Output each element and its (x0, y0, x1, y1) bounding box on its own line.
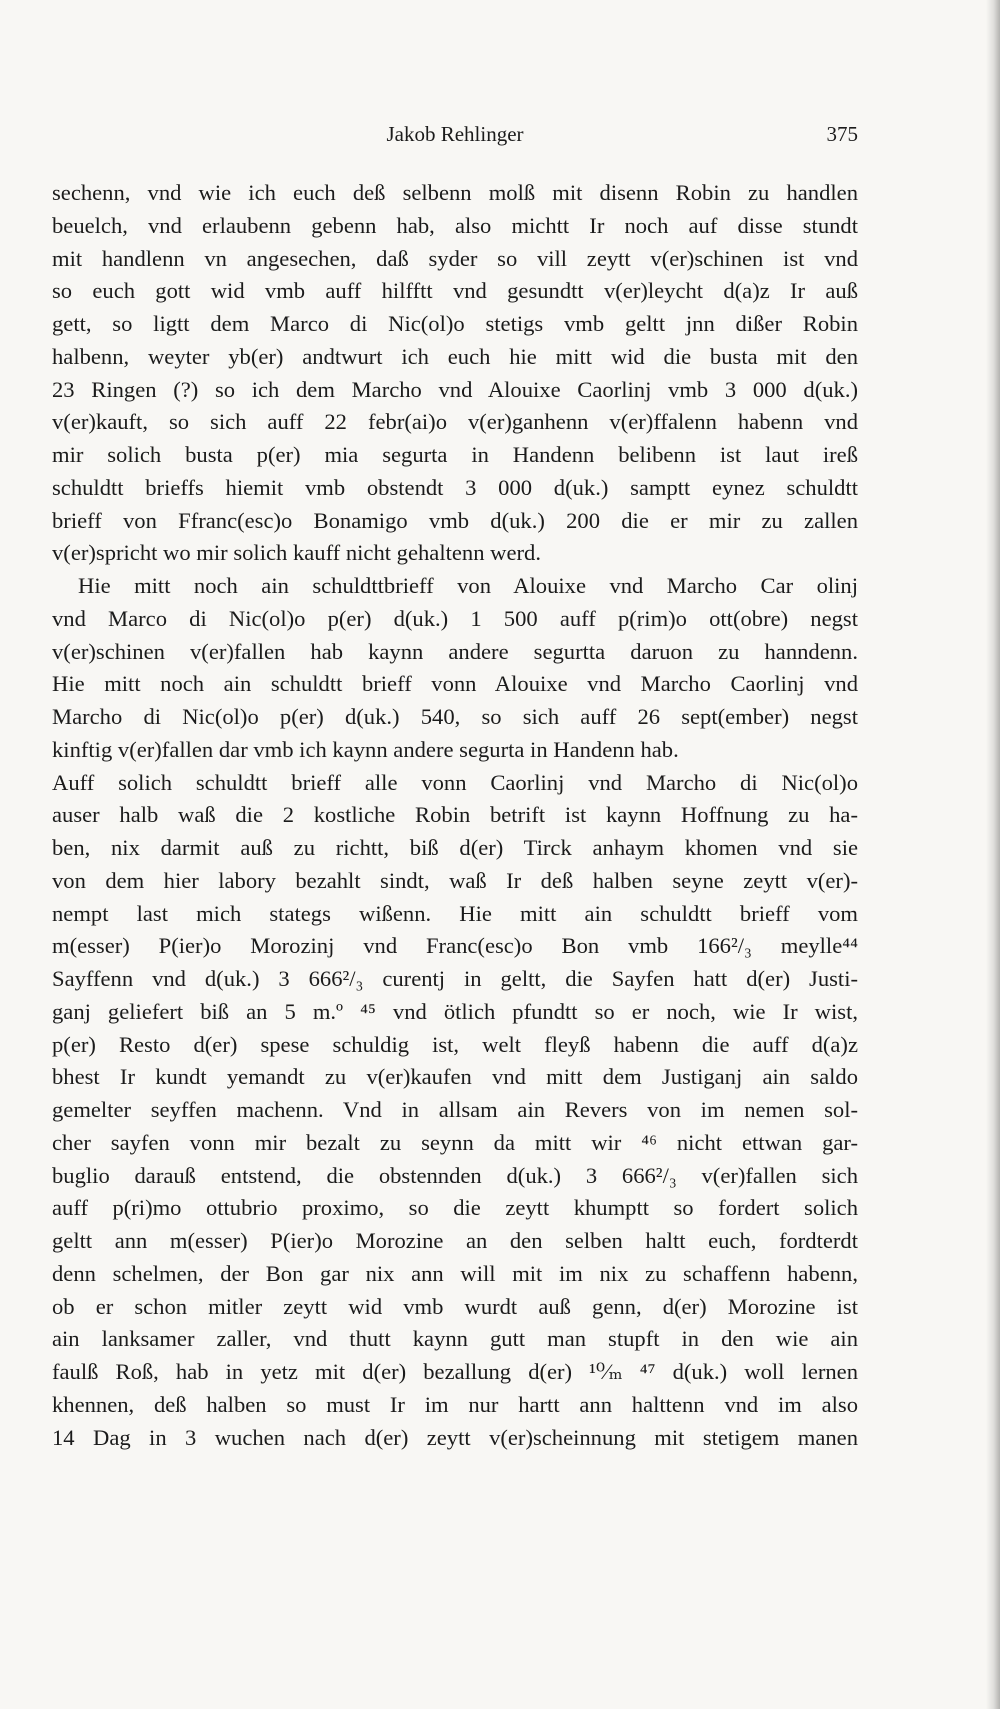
text-line: Sayffenn vnd d(uk.) 3 666²/₃ curentj in geltt, die Sayfen hatt d(er) Justi- (52, 966, 858, 991)
text-line: schuldtt brieffs hiemit vmb obstendt 3 000 d(uk.) samptt eynez schuldtt (52, 474, 858, 500)
page-header (52, 122, 858, 154)
text-line: 14 Dag in 3 wuchen nach d(er) zeytt v(er)scheinnung mit stetigem manen (52, 1424, 858, 1450)
text-line: ob er schon mitler zeytt wid vmb wurdt auß genn, d(er) Morozine ist (52, 1293, 858, 1319)
text-line: faulß Roß, hab in yetz mit d(er) bezallung d(er) ¹⁰⁄ₘ ⁴⁷ d(uk.) woll lernen (52, 1359, 858, 1384)
running-title: Jakob Rehlinger (386, 122, 524, 146)
text-line: kinftig v(er)fallen dar vmb ich kaynn andere segurta in Handenn hab. (52, 736, 679, 762)
text-line: von dem hier labory bezahlt sindt, waß Ir deß halben seyne zeytt v(er)- (52, 867, 858, 893)
text-line: Marcho di Nic(ol)o p(er) d(uk.) 540, so sich auff 26 sept(ember) negst (52, 704, 858, 729)
text-line: m(esser) P(ier)o Morozinj vnd Franc(esc)o Bon vmb 166²/₃ meylle⁴⁴ (52, 933, 858, 959)
text-line: mit handlenn vn angesechen, daß syder so vill zeytt v(er)schinen ist vnd (52, 245, 858, 271)
page-number: 375 (826, 122, 858, 146)
text-line: denn schelmen, der Bon gar nix ann will mit im nix zu schaffenn habenn, (52, 1260, 858, 1286)
text-line: p(er) Resto d(er) spese schuldig ist, welt fleyß habenn die auff d(a)z (52, 1031, 858, 1057)
text-line: geltt ann m(esser) P(ier)o Morozine an den selben haltt euch, fordterdt (52, 1228, 858, 1253)
text-line: v(er)kauft, so sich auff 22 febr(ai)o v(er)ganhenn v(er)ffalenn habenn vnd (52, 409, 858, 435)
text-line: bhest Ir kundt yemandt zu v(er)kaufen vnd mitt dem Justiganj ain saldo (52, 1064, 858, 1090)
text-line: cher sayfen vonn mir bezalt zu seynn da mitt wir ⁴⁶ nicht ettwan gar- (52, 1129, 858, 1155)
text-line: beuelch, vnd erlaubenn gebenn hab, also michtt Ir noch auf disse stundt (52, 212, 858, 238)
page-edge-shadow (986, 0, 1000, 1709)
body-text (52, 177, 858, 1454)
text-line: 23 Ringen (?) so ich dem Marcho vnd Alouixe Caorlinj vmb 3 000 d(uk.) (52, 376, 858, 402)
text-line: sechenn, vnd wie ich euch deß selbenn molß mit disenn Robin zu handlen (52, 180, 858, 205)
text-line: auff p(ri)mo ottubrio proximo, so die zeytt khumptt so fordert solich (52, 1195, 858, 1221)
text-line: khennen, deß halben so must Ir im nur hartt ann halttenn vnd im also (52, 1391, 858, 1417)
text-line: brieff von Ffranc(esc)o Bonamigo vmb d(uk.) 200 die er mir zu zallen (52, 507, 858, 533)
text-line: buglio darauß entstend, die obstennden d(uk.) 3 666²/₃ v(er)fallen sich (52, 1162, 858, 1188)
text-line: ganj geliefert biß an 5 m.º ⁴⁵ vnd ötlich pfundtt so er noch, wie Ir wist, (52, 998, 858, 1024)
text-line: so euch gott wid vmb auff hilfftt vnd gesundtt v(er)leycht d(a)z Ir auß (52, 278, 858, 304)
text-line: Hie mitt noch ain schuldttbrieff von Alouixe vnd Marcho Car olinj (78, 573, 858, 598)
text-line: halbenn, weyter yb(er) andtwurt ich euch hie mitt wid die busta mit den (52, 343, 858, 369)
text-line: v(er)spricht wo mir solich kauff nicht gehaltenn werd. (52, 540, 541, 566)
text-line: gemelter seyffen machenn. Vnd in allsam ain Revers von im nemen sol- (52, 1097, 858, 1122)
text-line: ben, nix darmit auß zu richtt, biß d(er) Tirck anhaym khomen vnd sie (52, 835, 858, 860)
text-line: nempt last mich stategs wißenn. Hie mitt ain schuldtt brieff vom (52, 900, 858, 926)
text-line: Hie mitt noch ain schuldtt brieff vonn Alouixe vnd Marcho Caorlinj vnd (52, 671, 858, 697)
text-line: auser halb waß die 2 kostliche Robin betrift ist kaynn Hoffnung zu ha- (52, 802, 858, 828)
text-line: gett, so ligtt dem Marco di Nic(ol)o stetigs vmb geltt jnn dißer Robin (52, 311, 858, 336)
text-line: Auff solich schuldtt brieff alle vonn Caorlinj vnd Marcho di Nic(ol)o (52, 769, 858, 795)
text-line: mir solich busta p(er) mia segurta in Handenn belibenn ist laut ireß (52, 442, 858, 467)
text-line: vnd Marco di Nic(ol)o p(er) d(uk.) 1 500 auff p(rim)o ott(obre) negst (52, 605, 858, 631)
text-line: v(er)schinen v(er)fallen hab kaynn andere segurtta daruon zu hanndenn. (52, 638, 858, 664)
text-line: ain lanksamer zaller, vnd thutt kaynn gutt man stupft in den wie ain (52, 1326, 858, 1352)
